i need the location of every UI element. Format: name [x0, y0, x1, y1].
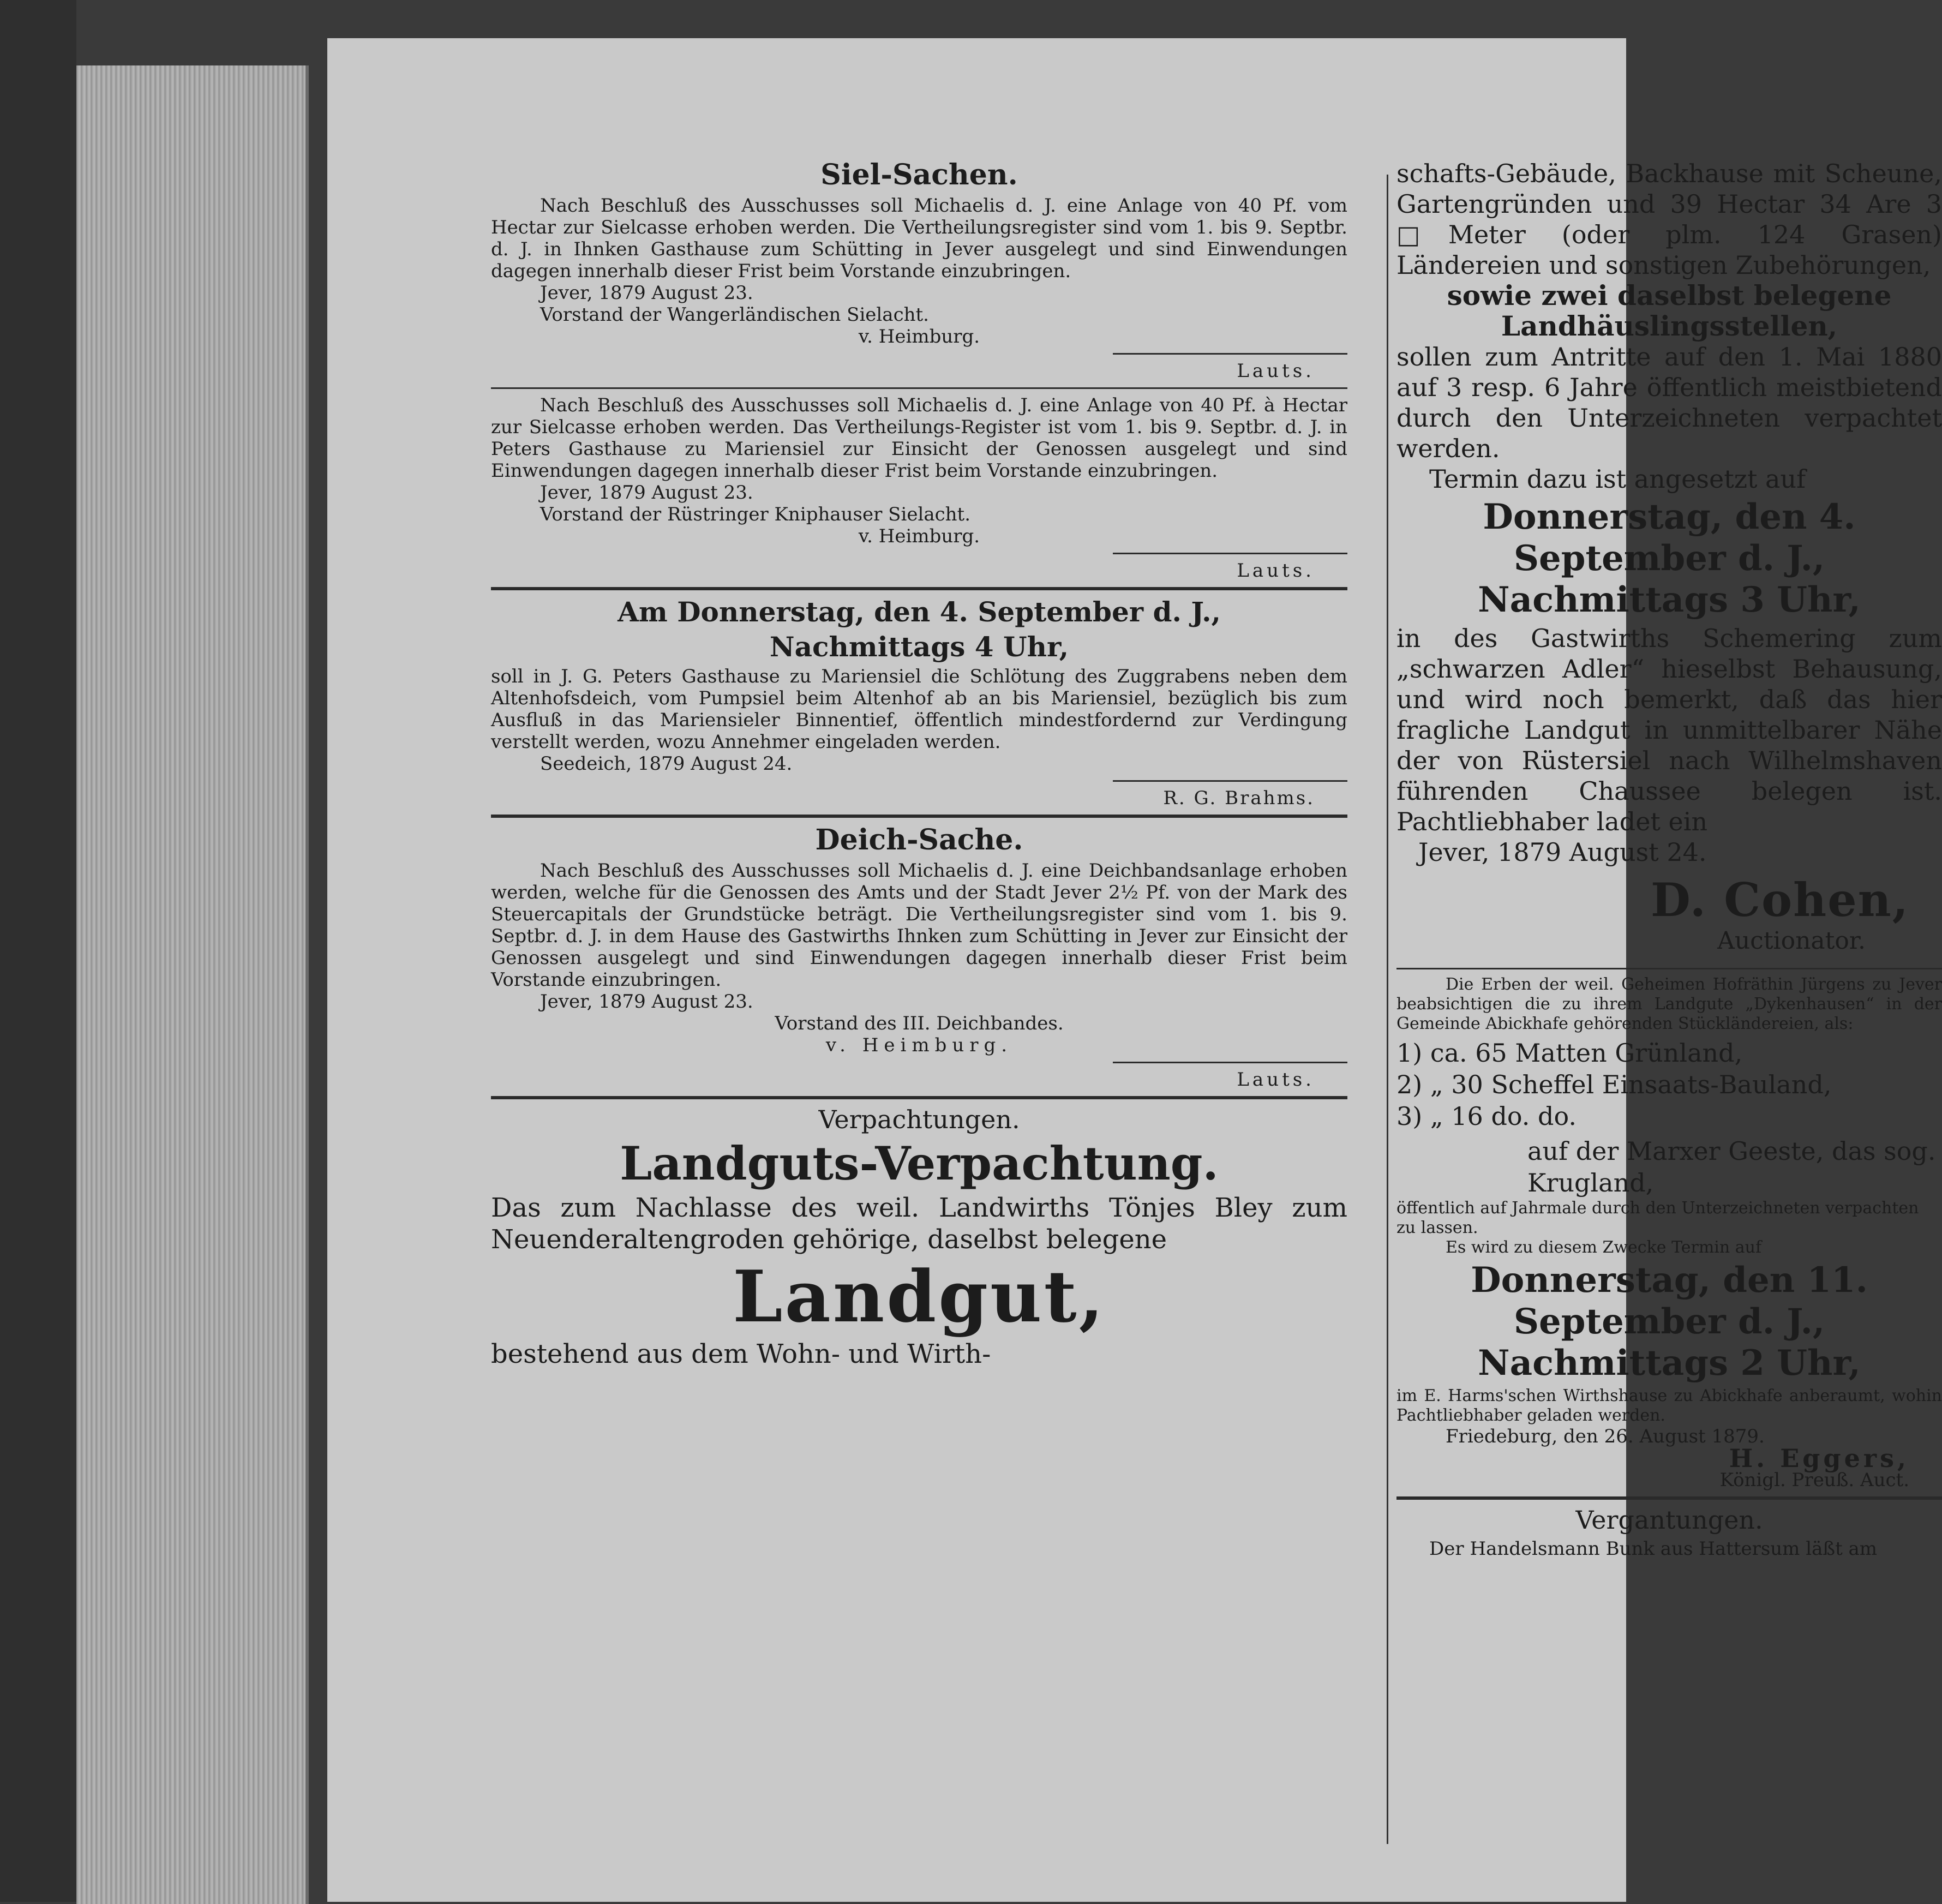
notice-text: Nach Beschluß des Ausschusses soll Michaelis d. J. eine Anlage von 40 Pf. vom Hectar zur Sielcasse erhoben werden. Die Vertheilungsregister sind vom 1. bis 9. Septbr. d. J. in Ihnken Gasthause zum Schütting in Jever ausgelegt und sind Einwendungen dagegen innerhalb dieser Frist beim Vorstande einzubringen.: [491, 195, 1347, 282]
notice-donnerstag: [491, 596, 1347, 809]
heading-date: Am Donnerstag, den 4. September d. J.,: [618, 596, 1221, 628]
headline-landgut: Landgut,: [733, 1255, 1106, 1338]
location-text: auf der Marxer Geeste, das sog. Krugland,: [1527, 1136, 1936, 1198]
list-item: 2) „ 30 Scheffel Einsaats-Bauland,: [1396, 1070, 1832, 1099]
list-item: 1) ca. 65 Matten Grünland,: [1396, 1038, 1743, 1068]
heading-time: Nachmittags 4 Uhr,: [769, 631, 1069, 663]
separator-rule: [1396, 1496, 1942, 1500]
notice-deich-sache: [491, 823, 1347, 1091]
signature-lauts: Lauts.: [1237, 560, 1315, 582]
heading-vergantungen: Vergantungen.: [1575, 1505, 1763, 1535]
board-name: Vorstand des III. Deichbandes.: [775, 1013, 1064, 1034]
heading-siel-sachen: Siel-Sachen.: [820, 158, 1018, 191]
separator-rule: [491, 815, 1347, 818]
board-name: Vorstand der Rüstringer Kniphauser Sielacht.: [540, 504, 971, 525]
separator-rule: [491, 587, 1347, 590]
list-item: 3) „ 16 do. do.: [1396, 1101, 1577, 1131]
continuation-text: bestehend aus dem Wohn- und Wirth-: [491, 1339, 991, 1369]
signature-heimburg: v. Heimburg.: [858, 525, 980, 547]
auctioneer-role: Königl. Preuß. Auct.: [1719, 1469, 1909, 1491]
place-date: Jever, 1879 August 23.: [540, 282, 753, 304]
place-date: Jever, 1879 August 24.: [1418, 837, 1707, 867]
right-column: [1396, 158, 1942, 1564]
notice-text: öffentlich auf Jahrmale durch den Unterzeichneten verpachten zu lassen.: [1396, 1199, 1919, 1237]
notice-text: Es wird zu diesem Zwecke Termin auf: [1446, 1238, 1762, 1257]
signature-rule: [1113, 553, 1347, 554]
separator-rule: [491, 387, 1347, 389]
signature-rule: [1113, 1062, 1347, 1063]
signature-eggers: H. Eggers,: [1729, 1444, 1909, 1473]
section-verpachtungen: [491, 1105, 1347, 1370]
signature-brahms: R. G. Brahms.: [1163, 787, 1315, 809]
highlight-landhaeuslingsstellen: sowie zwei daselbst belegene Landhäuslingsstellen,: [1447, 279, 1892, 342]
notice-text: Nach Beschluß des Ausschusses soll Michaelis d. J. eine Deichbandsanlage erhoben werden, welche für die Genossen des Amts und der Stadt Jever 2½ Pf. von der Mark des Steuercapitals der Grundstücke beträgt. Die Vertheilungsregister sind vom 1. bis 9. Septbr. d. J. in dem Hause des Gastwirths Ihnken zum Schütting in Jever zur Einsicht der Genossen ausgelegt und sind Einwendungen dagegen innerhalb dieser Frist beim Vorstande einzubringen.: [491, 860, 1347, 991]
notice-text: Nach Beschluß des Ausschusses soll Michaelis d. J. eine Anlage von 40 Pf. à Hectar zur Sielcasse erhoben werden. Das Vertheilungs-Register ist vom 1. bis 9. Septbr. d. J. in Peters Gasthause zu Mariensiel zur Einsicht der Genossen ausgelegt und sind Einwendungen dagegen innerhalb dieser Frist beim Vorstande einzubringen.: [491, 394, 1347, 482]
notice-text: soll in J. G. Peters Gasthause zu Mariensiel die Schlötung des Zuggrabens neben dem Altenhofsdeich, vom Pumpsiel beim Altenhof ab an bis Mariensiel, bezüglich bis zum Ausfluß in das Mariensieler Binnentief, öffentlich mindestfordernd zur Verdingung verstellt werden, wozu Annehmer eingeladen werden.: [491, 666, 1347, 753]
auction-date: Donnerstag, den 11. September d. J., Nachmittags 2 Uhr,: [1471, 1260, 1868, 1384]
notice-text: in des Gastwirths Schemering zum „schwarzen Adler“ hieselbst Behausung, und wird noch bemerkt, daß das hier fragliche Landgut in unmittelbarer Nähe der von Rüstersiel nach Wilhelmshaven führenden Chaussee belegen ist. Pachtliebhaber ladet ein: [1396, 624, 1942, 836]
place-date: Jever, 1879 August 23.: [540, 482, 753, 504]
signature-heimburg: v. Heimburg.: [825, 1034, 1013, 1056]
signature-rule: [1113, 780, 1347, 782]
notice-siel-sachen-2: [491, 394, 1347, 582]
notice-text: sollen zum Antritte auf den 1. Mai 1880 auf 3 resp. 6 Jahre öffentlich meistbietend durch den Unterzeichneten verpachtet werden.: [1396, 342, 1942, 463]
column-divider: [1387, 175, 1388, 1844]
intro-text: Das zum Nachlasse des weil. Landwirths Tönjes Bley zum Neuenderaltengroden gehörige, daselbst belegene: [491, 1193, 1347, 1255]
page-shadow: [0, 0, 76, 1902]
notice-text: Die Erben der weil. Geheimen Hofräthin Jürgens zu Jever beabsichtigen die zu ihrem Landgute „Dykenhausen“ in der Gemeinde Abickhafe gehörenden Stückländereien, als:: [1396, 975, 1942, 1033]
separator-rule: [491, 1096, 1347, 1099]
auction-date: Donnerstag, den 4. September d. J., Nachmittags 3 Uhr,: [1478, 496, 1861, 620]
notice-text: Der Handelsmann Bunk aus Hattersum läßt am: [1429, 1538, 1878, 1560]
heading-verpachtungen: Verpachtungen.: [818, 1105, 1020, 1134]
auctioneer-name: D. Cohen,: [1650, 873, 1909, 927]
termin-line: Termin dazu ist angesetzt auf: [1429, 464, 1806, 494]
signature-heimburg: v. Heimburg.: [858, 326, 980, 348]
notice-text: schafts-Gebäude, Backhause mit Scheune, Gartengründen und 39 Hectar 34 Are 3 □Meter (oder plm. 124 Grasen) Ländereien und sonstigen Zubehörungen,: [1396, 159, 1942, 280]
notice-erben: [1396, 975, 1942, 1491]
board-name: Vorstand der Wangerländischen Sielacht.: [540, 304, 929, 326]
left-column: [491, 158, 1347, 1374]
title-landguts-verpachtung: Landguts-Verpachtung.: [620, 1136, 1219, 1190]
signature-lauts: Lauts.: [1237, 1069, 1315, 1091]
heading-deich-sache: Deich-Sache.: [815, 823, 1023, 857]
place-date: Seedeich, 1879 August 24.: [540, 753, 793, 775]
notice-landgut-continued: [1396, 158, 1942, 955]
auctioneer-role: Auctionator.: [1717, 927, 1866, 955]
notice-text: im E. Harms'schen Wirthshause zu Abickhafe anberaumt, wohin Pachtliebhaber geladen werden.: [1396, 1386, 1942, 1425]
book-page-edges: [76, 65, 309, 1904]
signature-lauts: Lauts.: [1237, 360, 1315, 382]
newspaper-page: [327, 38, 1942, 1902]
signature-rule: [1113, 353, 1347, 355]
separator-rule: [1396, 968, 1942, 969]
place-date: Jever, 1879 August 23.: [540, 991, 753, 1013]
place-date: Friedeburg, den 26. August 1879.: [1446, 1426, 1765, 1447]
notice-siel-sachen-1: [491, 158, 1347, 382]
section-vergantungen: [1396, 1505, 1942, 1560]
land-list: [1396, 1037, 1942, 1132]
